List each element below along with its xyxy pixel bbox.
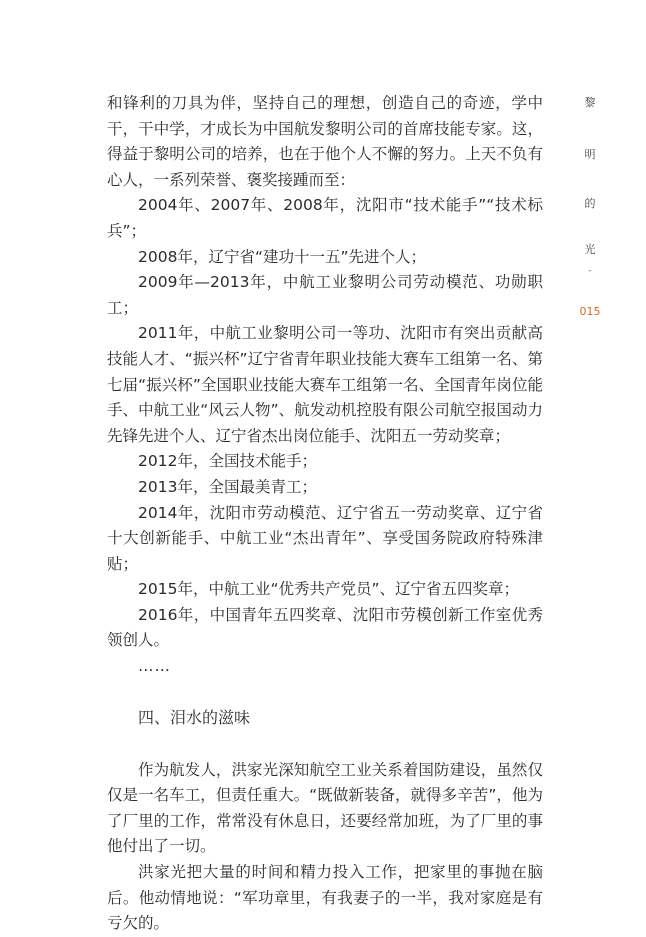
paragraph-family: 洪家光把大量的时间和精力投入工作，把家里的事抛在脑后。他动情地说：“军功章里，有我妻子的一半，我对家庭是有亏欠的。 (107, 863, 543, 933)
award-2009: 2009年—2013年，中航工业黎明公司劳动模范、功勋职工； (107, 273, 543, 317)
paragraph-duty: 作为航发人，洪家光深知航空工业关系着国防建设，虽然仅仅是一名车工，但责任重大。“既做新装备，就得多辛苦”，他为了厂里的工作，常常没有休息日，还要经常加班，为了厂里的事他付出了一切。 (107, 760, 543, 856)
page-number: 015 (579, 305, 601, 318)
running-header-char: 明 (584, 148, 596, 161)
award-2016: 2016年，中国青年五四奖章、沈阳市劳模创新工作室优秀领创人。 (107, 605, 543, 650)
running-header-char: 光 (584, 243, 596, 256)
paragraph-intro: 和锋利的刀具为伴，坚持自己的理想，创造自己的奇迹，学中干，干中学，才成长为中国航发黎明公司的首席技能专家。这，得益于黎明公司的培养，也在于他个人不懈的努力。上天不负有心人，一系列荣誉、褒奖接踵而至： (107, 94, 543, 189)
section-heading: 四、泪水的滋味 (138, 707, 251, 727)
award-2013: 2013年，全国最美青工； (138, 477, 317, 496)
award-2004: 2004年、2007年、2008年，沈阳市“技术能手”“技术标兵”； (107, 196, 543, 240)
award-2011: 2011年，中航工业黎明公司一等功、沈阳市有突出贡献高技能人才、“振兴杯”辽宁省青年职业技能大赛车工组第一名、第七届“振兴杯”全国职业技能大赛车工组第一名、全国青年岗位能手、中航工业“风云人物”、航发动机控股有限公司航空报国动力先锋先进个人、辽宁省杰出岗位能手、沈阳五一劳动奖章； (107, 324, 543, 445)
award-2015: 2015年，中航工业“优秀共产党员”、辽宁省五四奖章； (138, 580, 520, 599)
award-2008: 2008年，辽宁省“建功十一五”先进个人； (138, 247, 427, 266)
award-2012: 2012年，全国技术能手； (138, 452, 317, 471)
running-header-char: 的 (584, 197, 596, 210)
award-2014: 2014年，沈阳市劳动模范、辽宁省五一劳动奖章、辽宁省十大创新能手、中航工业“杰出青年”、享受国务院政府特殊津贴； (107, 503, 543, 573)
running-header-separator: - (588, 266, 592, 276)
ellipsis: …… (138, 657, 171, 676)
body-text (107, 91, 543, 937)
running-header-char: 黎 (584, 96, 596, 109)
